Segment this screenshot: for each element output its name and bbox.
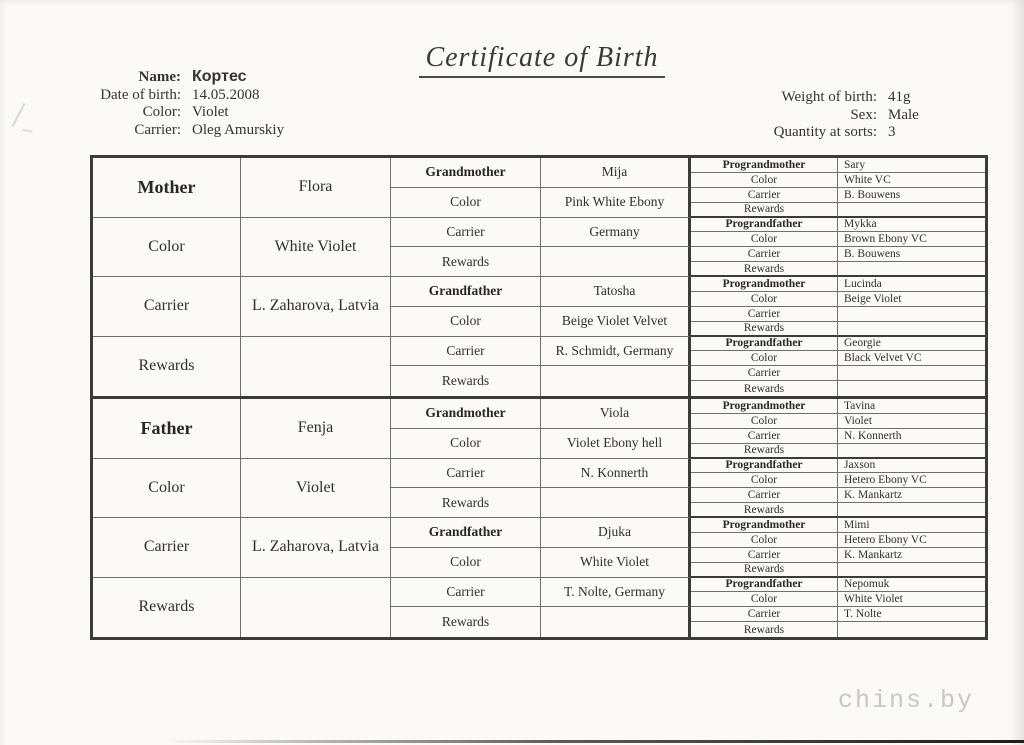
watermark: chins.by xyxy=(838,686,975,715)
parent-value-cell: Violet xyxy=(241,459,391,519)
row-label-cell: Rewards xyxy=(391,366,541,396)
pro-value-cell xyxy=(838,503,985,518)
pro-value-cell xyxy=(838,307,985,322)
row-label-cell: Rewards xyxy=(691,503,838,518)
row-label-cell: Rewards xyxy=(691,563,838,578)
info-row-sex xyxy=(700,107,919,124)
row-label-cell: Rewards xyxy=(691,381,838,396)
row-label-cell: Carrier xyxy=(691,307,838,322)
info-row-quantity xyxy=(700,124,919,141)
row-label-cell: Carrier xyxy=(691,607,838,622)
pro-value-cell: B. Bouwens xyxy=(838,247,985,262)
pro-value-cell: K. Mankartz xyxy=(838,548,985,563)
name-value: Кортес xyxy=(192,68,247,85)
row-label-cell: Carrier xyxy=(93,518,241,578)
pro-value-cell xyxy=(838,381,985,396)
grand-name-cell: Tatosha xyxy=(541,277,691,307)
grand-value-cell: Germany xyxy=(541,218,691,248)
dob-value: 14.05.2008 xyxy=(192,86,260,103)
grand-value-cell: N. Konnerth xyxy=(541,459,691,489)
grand-title-cell: Grandmother xyxy=(391,399,541,429)
parent-value-cell: L. Zaharova, Latvia xyxy=(241,277,391,337)
pro-name-cell: Georgie xyxy=(838,337,985,352)
pro-value-cell xyxy=(838,366,985,381)
carrier-value: Oleg Amurskiy xyxy=(192,121,285,138)
sex-value: Male xyxy=(888,106,919,123)
row-label-cell: Color xyxy=(391,548,541,578)
row-label-cell: Color xyxy=(93,459,241,519)
mother-half xyxy=(93,158,985,396)
page-title: Certificate of Birth xyxy=(419,42,664,78)
row-label-cell: Color xyxy=(391,188,541,218)
row-label-cell: Carrier xyxy=(691,188,838,203)
pro-name-cell: Jaxson xyxy=(838,459,985,474)
row-label-cell: Rewards xyxy=(93,337,241,397)
grand-value-cell: Violet Ebony hell xyxy=(541,429,691,459)
pro-value-cell xyxy=(838,622,985,637)
info-row-carrier xyxy=(40,122,284,139)
row-label-cell: Color xyxy=(691,173,838,188)
parent-title-cell: Father xyxy=(93,399,241,459)
subject-info xyxy=(40,69,284,139)
parent-value-cell: White Violet xyxy=(241,218,391,278)
pro-title-cell: Prograndfather xyxy=(691,459,838,474)
row-label-cell: Color xyxy=(691,351,838,366)
row-label-cell: Rewards xyxy=(691,322,838,337)
pro-title-cell: Prograndmother xyxy=(691,277,838,292)
page-edge-line xyxy=(0,740,1024,743)
pro-name-cell: Mykka xyxy=(838,218,985,233)
grand-title-cell: Grandmother xyxy=(391,158,541,188)
page-title-wrap xyxy=(340,42,744,78)
parent-value-cell xyxy=(241,578,391,638)
parent-title-cell: Mother xyxy=(93,158,241,218)
birth-stats xyxy=(700,89,919,142)
row-label-cell: Carrier xyxy=(691,247,838,262)
pro-value-cell: White Violet xyxy=(838,592,985,607)
pro-name-cell: Mimi xyxy=(838,518,985,533)
quantity-label: Quantity at sorts: xyxy=(773,124,877,140)
pro-title-cell: Prograndmother xyxy=(691,158,838,173)
grand-name-cell: Djuka xyxy=(541,518,691,548)
row-label-cell: Color xyxy=(691,232,838,247)
pro-title-cell: Prograndmother xyxy=(691,399,838,414)
dob-label: Date of birth: xyxy=(100,86,181,103)
info-row-weight xyxy=(700,89,919,106)
grand-value-cell: T. Nolte, Germany xyxy=(541,578,691,608)
pro-value-cell: Black Velvet VC xyxy=(838,351,985,366)
grand-title-cell: Grandfather xyxy=(391,518,541,548)
pro-name-cell: Sary xyxy=(838,158,985,173)
pro-value-cell: T. Nolte xyxy=(838,607,985,622)
row-label-cell: Rewards xyxy=(691,444,838,459)
pro-value-cell: Beige Violet xyxy=(838,292,985,307)
row-label-cell: Rewards xyxy=(691,262,838,277)
row-label-cell: Carrier xyxy=(691,488,838,503)
pro-value-cell xyxy=(838,322,985,337)
row-label-cell: Carrier xyxy=(391,337,541,367)
pro-value-cell xyxy=(838,444,985,459)
father-half xyxy=(93,399,985,637)
grand-value-cell: Pink White Ebony xyxy=(541,188,691,218)
grand-value-cell xyxy=(541,607,691,637)
row-label-cell: Color xyxy=(691,473,838,488)
row-label-cell: Rewards xyxy=(391,247,541,277)
row-label-cell: Color xyxy=(691,533,838,548)
quantity-value: 3 xyxy=(888,124,896,140)
parent-name-cell: Fenja xyxy=(241,399,391,459)
grand-value-cell xyxy=(541,366,691,396)
weight-value: 41g xyxy=(888,89,911,105)
color-label: Color: xyxy=(142,104,181,120)
parent-name-cell: Flora xyxy=(241,158,391,218)
weight-label: Weight of birth: xyxy=(781,89,877,105)
row-label-cell: Color xyxy=(691,414,838,429)
pro-value-cell: N. Konnerth xyxy=(838,429,985,444)
name-label: Name: xyxy=(138,69,181,85)
pro-value-cell xyxy=(838,203,985,218)
row-label-cell: Carrier xyxy=(391,218,541,248)
row-label-cell: Color xyxy=(93,218,241,278)
info-row-name xyxy=(40,69,284,86)
grand-value-cell: R. Schmidt, Germany xyxy=(541,337,691,367)
parent-value-cell xyxy=(241,337,391,397)
grand-name-cell: Mija xyxy=(541,158,691,188)
pro-value-cell: Hetero Ebony VC xyxy=(838,473,985,488)
row-label-cell: Color xyxy=(691,292,838,307)
pro-value-cell: Hetero Ebony VC xyxy=(838,533,985,548)
carrier-label: Carrier: xyxy=(134,121,181,138)
row-label-cell: Carrier xyxy=(691,366,838,381)
pro-value-cell xyxy=(838,563,985,578)
row-label-cell: Rewards xyxy=(391,488,541,518)
row-label-cell: Color xyxy=(391,429,541,459)
pro-value-cell: K. Mankartz xyxy=(838,488,985,503)
pedigree-table xyxy=(90,155,988,640)
pro-title-cell: Prograndfather xyxy=(691,578,838,593)
grand-value-cell: White Violet xyxy=(541,548,691,578)
pro-value-cell xyxy=(838,262,985,277)
row-label-cell: Carrier xyxy=(691,548,838,563)
pro-value-cell: Brown Ebony VC xyxy=(838,232,985,247)
row-label-cell: Carrier xyxy=(391,578,541,608)
pro-title-cell: Prograndfather xyxy=(691,218,838,233)
row-label-cell: Rewards xyxy=(93,578,241,638)
grand-title-cell: Grandfather xyxy=(391,277,541,307)
parent-value-cell: L. Zaharova, Latvia xyxy=(241,518,391,578)
grand-name-cell: Viola xyxy=(541,399,691,429)
pro-value-cell: Violet xyxy=(838,414,985,429)
color-value: Violet xyxy=(192,104,229,120)
info-row-color xyxy=(40,104,284,121)
row-label-cell: Rewards xyxy=(691,203,838,218)
pro-value-cell: White VC xyxy=(838,173,985,188)
row-label-cell: Carrier xyxy=(391,459,541,489)
row-label-cell: Color xyxy=(691,592,838,607)
pro-title-cell: Prograndfather xyxy=(691,337,838,352)
row-label-cell: Rewards xyxy=(391,607,541,637)
grand-value-cell xyxy=(541,488,691,518)
sex-label: Sex: xyxy=(850,106,877,123)
pro-title-cell: Prograndmother xyxy=(691,518,838,533)
row-label-cell: Carrier xyxy=(93,277,241,337)
grand-value-cell: Beige Violet Velvet xyxy=(541,307,691,337)
pro-name-cell: Tavina xyxy=(838,399,985,414)
info-row-dob xyxy=(40,87,284,104)
pro-name-cell: Lucinda xyxy=(838,277,985,292)
grand-value-cell xyxy=(541,247,691,277)
row-label-cell: Color xyxy=(391,307,541,337)
pro-name-cell: Nepomuk xyxy=(838,578,985,593)
pro-value-cell: B. Bouwens xyxy=(838,188,985,203)
row-label-cell: Rewards xyxy=(691,622,838,637)
row-label-cell: Carrier xyxy=(691,429,838,444)
